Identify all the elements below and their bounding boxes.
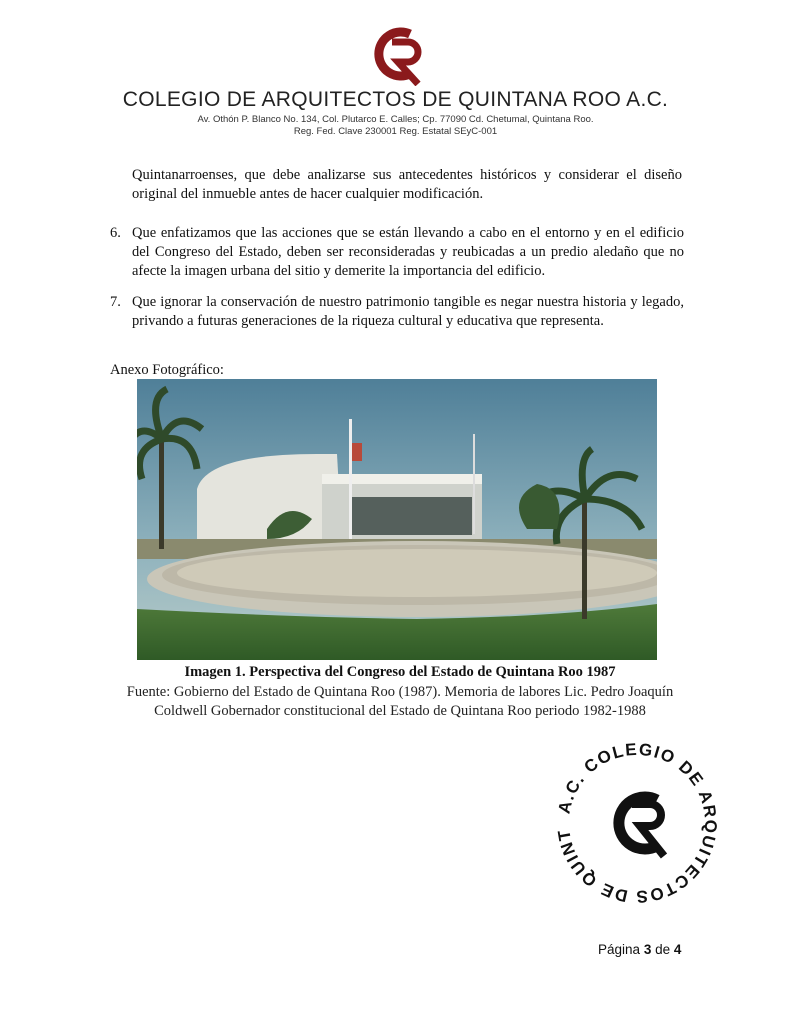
college-logo <box>370 26 430 86</box>
address-line-1: Av. Othón P. Blanco No. 134, Col. Plutarco E. Calles; Cp. 77090 Cd. Chetumal, Quintana Roo. <box>197 114 594 125</box>
page-number <box>598 942 681 957</box>
address-line-2: Reg. Fed. Clave 230001 Reg. Estatal SEyC-001 <box>293 126 498 137</box>
item-text: Que ignorar la conservación de nuestro patrimonio tangible es negar nuestra historia y legado, privando a futuras generaciones de la riqueza cultural y educativa que representa. <box>132 294 684 329</box>
page-current: 3 <box>643 942 652 957</box>
official-stamp <box>552 738 722 908</box>
annex-label: Anexo Fotográfico: <box>110 362 224 378</box>
continuation-paragraph: Quintanarroenses, que debe analizarse sus antecedentes históricos y considerar el diseño original del inmueble antes de hacer cualquier modificación. <box>132 167 682 202</box>
organization-address <box>0 114 791 138</box>
item-number: 7. <box>110 294 121 310</box>
stamp-ring-text: A.C. COLEGIO DE ARQUITECTOS DE QUINT <box>554 739 721 907</box>
congress-building-photo <box>137 379 657 660</box>
item-text: Que enfatizamos que las acciones que se están llevando a cabo en el entorno y en el edificio del Congreso del Estado, deben ser reconsideradas y reubicadas a un predio aledaño que no afecte la imagen urbana del sitio y demerite la importancia del edificio. <box>132 225 684 279</box>
page-of: de <box>655 942 671 957</box>
page-total: 4 <box>673 942 682 957</box>
figure-caption-title: Imagen 1. Perspectiva del Congreso del Estado de Quintana Roo 1987 <box>184 664 616 680</box>
figure-caption-source: Fuente: Gobierno del Estado de Quintana Roo (1987). Memoria de labores Lic. Pedro Joaquín Coldwell Gobernador constitucional del Estado de Quintana Roo periodo 1982-1988 <box>126 684 674 719</box>
page-word: Página <box>598 942 641 957</box>
organization-name: COLEGIO DE ARQUITECTOS DE QUINTANA ROO A.C. <box>122 88 669 111</box>
item-number: 6. <box>110 225 121 241</box>
